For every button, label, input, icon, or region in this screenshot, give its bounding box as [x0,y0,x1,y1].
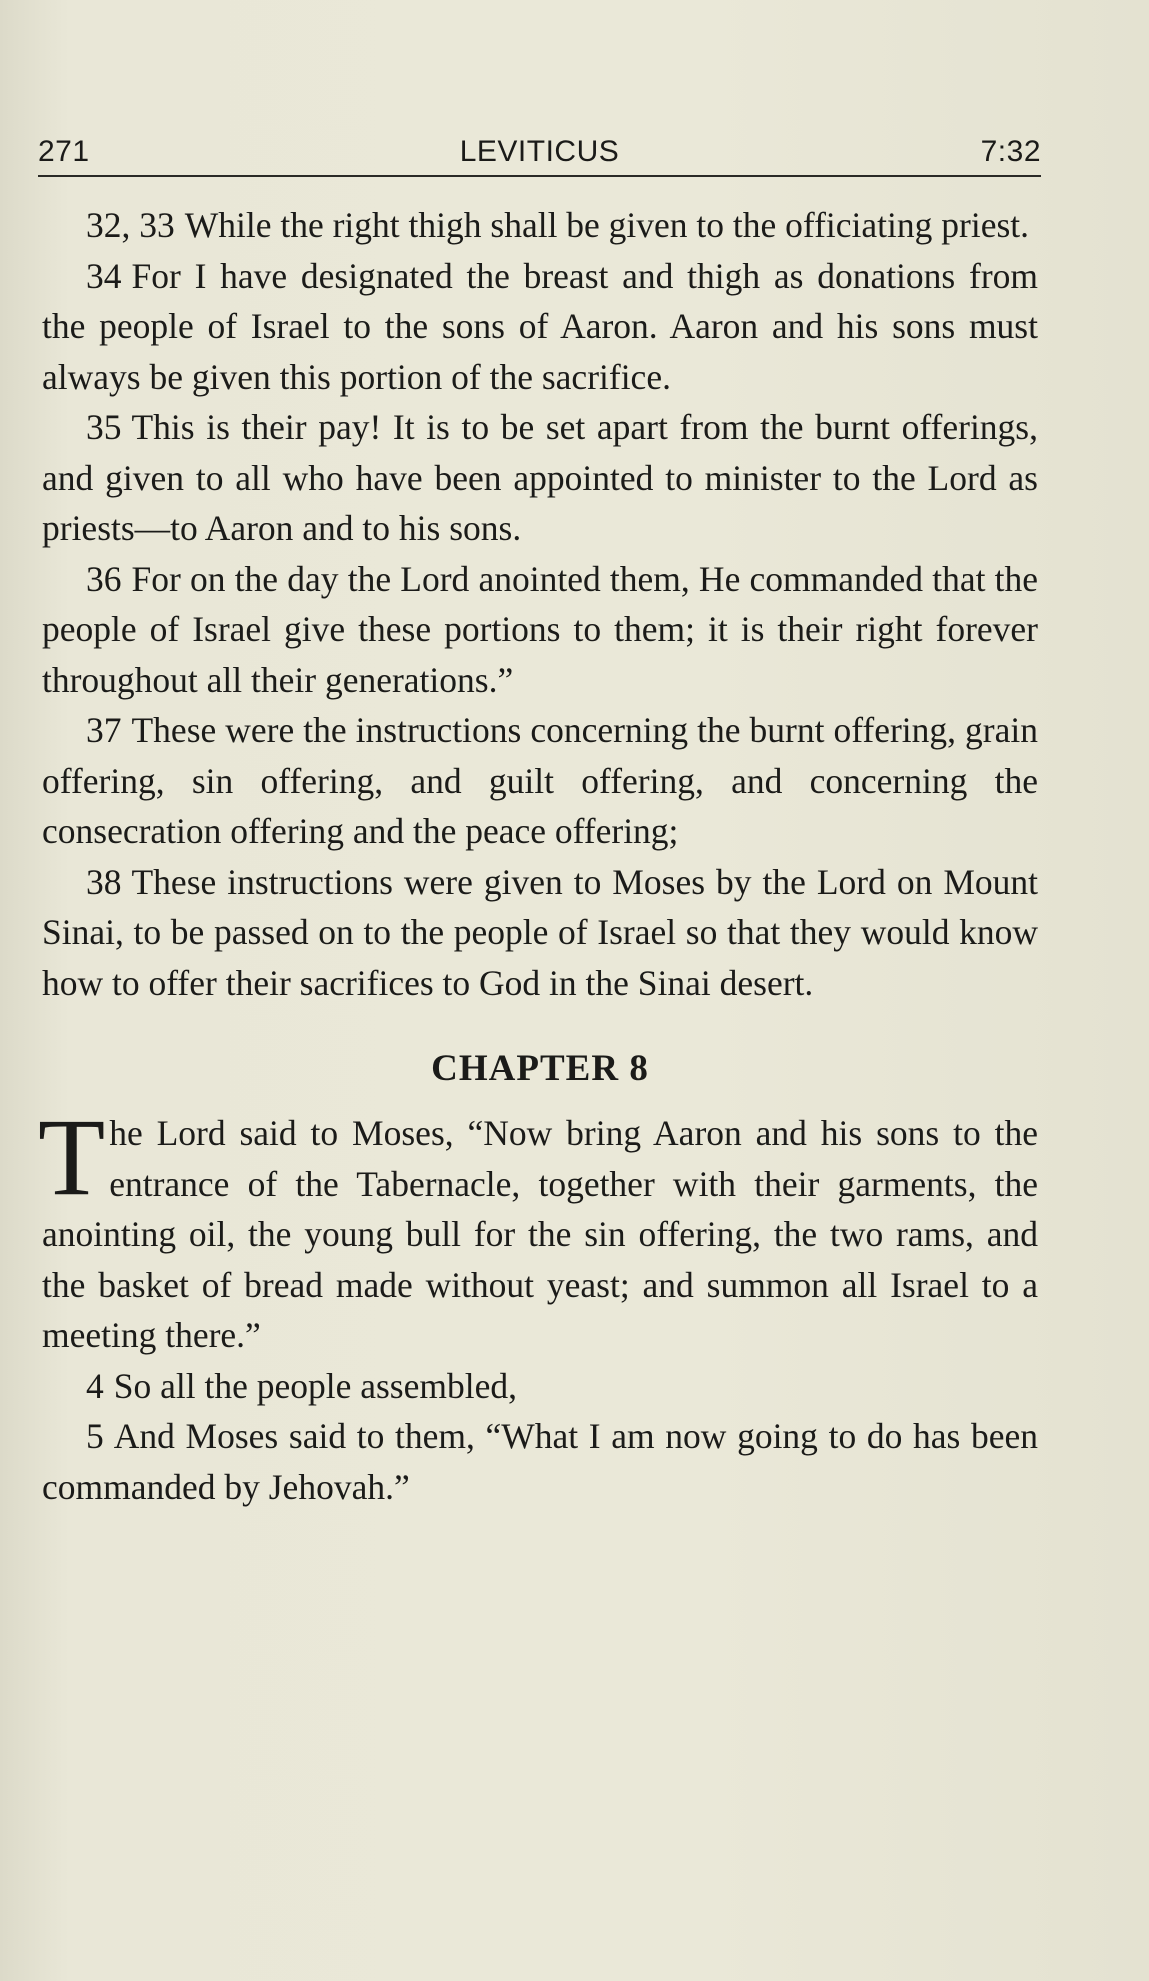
book-title: LEVITICUS [459,135,620,168]
verse-text: For I have designated the breast and thigh as donations from the people of Israel to the sons of Aaron. Aaron and his sons must always be given this portion of the sacrifice. [42,255,1038,397]
verse-text: For on the day the Lord anointed them, He commanded that the people of Israel give these portions to them; it is their right forever throughout all their generations.” [42,558,1038,700]
verse-text: These were the instructions concerning the burnt offering, grain offering, sin offering, and guilt offering, and concerning the consecration offering and the peace offering; [42,710,1038,851]
verse-number: 32, 33 [86,205,175,245]
verse-text: So all the people assembled, [113,1365,517,1406]
verse-text: This is their pay! It is to be set apart from the burnt offerings, and given to all who have been appointed to minister to the Lord as priests—to Aaron and to his sons. [42,407,1038,548]
drop-cap: T [38,1096,106,1218]
opening-text: he Lord said to Moses, “Now bring Aaron and his sons to the entrance of the Tabernacle, together with their garments, the anointing oil, the young bull for the sin offering, the two rams, and the basket of bread made without yeast; and summon all Israel to a meeting there.” [42,1113,1038,1355]
verse-5 [42,1411,1038,1512]
verse-32-33 [42,200,1038,251]
verse-37 [42,705,1038,857]
verse-36 [42,554,1038,706]
chapter-heading: CHAPTER 8 [431,1048,649,1089]
verse-34 [42,251,1038,403]
verse-text: And Moses said to them, “What I am now going to do has been commanded by Jehovah.” [42,1416,1038,1507]
verse-35 [42,402,1038,554]
header-rule [38,175,1041,177]
page-number: 271 [38,135,90,168]
chapter-verse-reference: 7:32 [980,135,1041,168]
verse-number: 37 [86,710,122,750]
verse-number: 4 [86,1365,104,1406]
verse-4 [42,1361,1038,1412]
verse-number: 38 [86,861,122,902]
scripture-text [38,200,1038,1512]
verse-number: 5 [86,1416,104,1456]
verse-number: 34 [86,255,122,296]
verse-text: While the right thigh shall be given to the officiating priest. [184,205,1030,245]
verse-number: 36 [86,558,122,599]
chapter-opening-paragraph [38,1096,1038,1361]
verse-text: These instructions were given to Moses by the Lord on Mount Sinai, to be passed on to the people of Israel so that they would know how to offer their sacrifices to God in the Sinai desert. [42,861,1038,1003]
verse-38 [42,857,1038,1009]
verse-number: 35 [86,407,122,447]
running-head [38,135,1041,175]
